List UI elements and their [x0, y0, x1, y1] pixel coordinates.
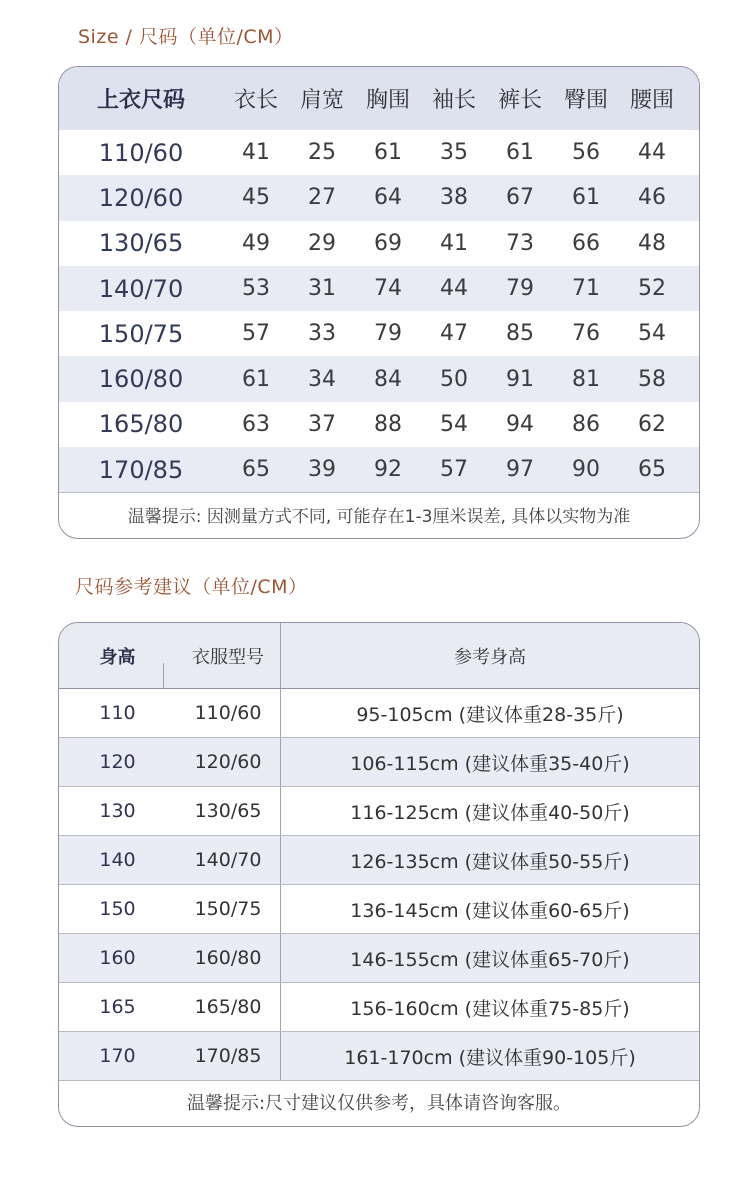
size-table-title: Size / 尺码（单位/CM）: [78, 26, 294, 48]
measurement-cell: 92: [374, 457, 402, 483]
size-label-cell: 120/60: [98, 183, 184, 212]
recommendation-cell: 95-105cm (建议体重28-35斤): [280, 689, 699, 737]
header-cell: 身高: [99, 646, 136, 668]
measurement-cell: 97: [506, 457, 534, 483]
measurement-cell: 79: [374, 321, 402, 347]
measurement-cell: 84: [374, 366, 402, 392]
measurement-cell: 65: [242, 457, 270, 483]
measurement-cell: 44: [440, 276, 468, 302]
height-cell: 165: [99, 996, 136, 1018]
reference-table-title: 尺码参考建议（单位/CM）: [75, 576, 308, 598]
header-cell: 肩宽: [299, 88, 344, 113]
size-label-cell: 170/85: [98, 455, 184, 484]
measurement-cell: 90: [572, 457, 600, 483]
measurement-cell: 58: [638, 366, 666, 392]
recommendation-cell: 106-115cm (建议体重35-40斤): [280, 738, 699, 786]
model-cell: 140/70: [194, 849, 262, 871]
measurement-cell: 50: [440, 366, 468, 392]
reference-row: [59, 738, 699, 787]
measurement-cell: 57: [242, 321, 270, 347]
reference-row: [59, 1032, 699, 1081]
measurement-cell: 48: [638, 230, 666, 256]
size-row: [59, 266, 699, 311]
model-cell: 160/80: [194, 947, 262, 969]
height-cell: 140: [99, 849, 136, 871]
size-row: [59, 175, 699, 220]
measurement-cell: 69: [374, 230, 402, 256]
measurement-cell: 33: [308, 321, 336, 347]
measurement-cell: 27: [308, 185, 336, 211]
measurement-cell: 64: [374, 185, 402, 211]
recommendation-cell: 156-160cm (建议体重75-85斤): [280, 983, 699, 1031]
header-cell: 衣服型号: [192, 646, 264, 668]
size-label-cell: 130/65: [98, 229, 184, 258]
header-cell: 参考身高: [280, 623, 699, 688]
recommendation-cell: 146-155cm (建议体重65-70斤): [280, 934, 699, 982]
size-row: [59, 311, 699, 356]
measurement-cell: 65: [638, 457, 666, 483]
header-cell: 臀围: [563, 88, 608, 113]
height-cell: 160: [99, 947, 136, 969]
size-row: [59, 130, 699, 175]
measurement-cell: 47: [440, 321, 468, 347]
recommendation-cell: 116-125cm (建议体重40-50斤): [280, 787, 699, 835]
measurement-cell: 57: [440, 457, 468, 483]
model-cell: 110/60: [194, 702, 262, 724]
header-cell: 衣长: [233, 88, 278, 113]
size-row: [59, 221, 699, 266]
size-row: [59, 402, 699, 447]
header-cell: 腰围: [629, 88, 674, 113]
measurement-cell: 41: [440, 230, 468, 256]
measurement-cell: 25: [308, 140, 336, 166]
measurement-cell: 85: [506, 321, 534, 347]
measurement-cell: 74: [374, 276, 402, 302]
height-cell: 170: [99, 1045, 136, 1067]
measurement-cell: 53: [242, 276, 270, 302]
model-cell: 130/65: [194, 800, 262, 822]
measurement-cell: 56: [572, 140, 600, 166]
measurement-cell: 81: [572, 366, 600, 392]
size-label-cell: 110/60: [98, 138, 184, 167]
reference-row: [59, 983, 699, 1032]
measurement-cell: 61: [242, 366, 270, 392]
reference-row: [59, 836, 699, 885]
measurement-cell: 35: [440, 140, 468, 166]
measurement-cell: 73: [506, 230, 534, 256]
reference-row: [59, 885, 699, 934]
measurement-cell: 45: [242, 185, 270, 211]
measurement-cell: 29: [308, 230, 336, 256]
measurement-cell: 46: [638, 185, 666, 211]
height-cell: 110: [99, 702, 136, 724]
measurement-cell: 62: [638, 411, 666, 437]
model-cell: 150/75: [194, 898, 262, 920]
size-table-body: [59, 67, 699, 492]
measurement-cell: 54: [638, 321, 666, 347]
size-label-cell: 140/70: [98, 274, 184, 303]
measurement-cell: 61: [374, 140, 402, 166]
measurement-cell: 79: [506, 276, 534, 302]
reference-table-header-row: [59, 623, 699, 689]
reference-table: [58, 622, 700, 1127]
measurement-cell: 52: [638, 276, 666, 302]
measurement-cell: 49: [242, 230, 270, 256]
header-cell: 袖长: [431, 88, 476, 113]
model-cell: 120/60: [194, 751, 262, 773]
measurement-cell: 34: [308, 366, 336, 392]
model-cell: 165/80: [194, 996, 262, 1018]
measurement-cell: 88: [374, 411, 402, 437]
header-divider: [163, 663, 164, 688]
reference-row: [59, 787, 699, 836]
reference-row: [59, 934, 699, 983]
reference-row: [59, 689, 699, 738]
size-table-header-row: [59, 67, 699, 130]
recommendation-cell: 161-170cm (建议体重90-105斤): [280, 1032, 699, 1080]
height-cell: 120: [99, 751, 136, 773]
height-cell: 150: [99, 898, 136, 920]
measurement-cell: 39: [308, 457, 336, 483]
model-cell: 170/85: [194, 1045, 262, 1067]
measurement-cell: 91: [506, 366, 534, 392]
measurement-cell: 86: [572, 411, 600, 437]
recommendation-cell: 136-145cm (建议体重60-65斤): [280, 885, 699, 933]
measurement-cell: 66: [572, 230, 600, 256]
measurement-cell: 37: [308, 411, 336, 437]
header-cell: 胸围: [365, 88, 410, 113]
size-row: [59, 356, 699, 401]
header-cell: 上衣尺码: [96, 88, 185, 113]
measurement-cell: 61: [572, 185, 600, 211]
measurement-cell: 63: [242, 411, 270, 437]
size-table: [58, 66, 700, 539]
size-label-cell: 165/80: [98, 410, 184, 439]
measurement-cell: 71: [572, 276, 600, 302]
measurement-cell: 41: [242, 140, 270, 166]
measurement-cell: 94: [506, 411, 534, 437]
measurement-cell: 61: [506, 140, 534, 166]
recommendation-cell: 126-135cm (建议体重50-55斤): [280, 836, 699, 884]
measurement-cell: 54: [440, 411, 468, 437]
size-label-cell: 150/75: [98, 319, 184, 348]
measurement-cell: 44: [638, 140, 666, 166]
header-cell: 裤长: [497, 88, 542, 113]
size-label-cell: 160/80: [98, 365, 184, 394]
measurement-cell: 67: [506, 185, 534, 211]
measurement-cell: 76: [572, 321, 600, 347]
reference-table-note: 温馨提示:尺寸建议仅供参考，具体请咨询客服。: [186, 1093, 572, 1114]
reference-table-body: [59, 623, 699, 1081]
measurement-cell: 38: [440, 185, 468, 211]
height-cell: 130: [99, 800, 136, 822]
size-table-note: 温馨提示: 因测量方式不同, 可能存在1-3厘米误差, 具体以实物为准: [59, 492, 699, 539]
size-row: [59, 447, 699, 492]
measurement-cell: 31: [308, 276, 336, 302]
